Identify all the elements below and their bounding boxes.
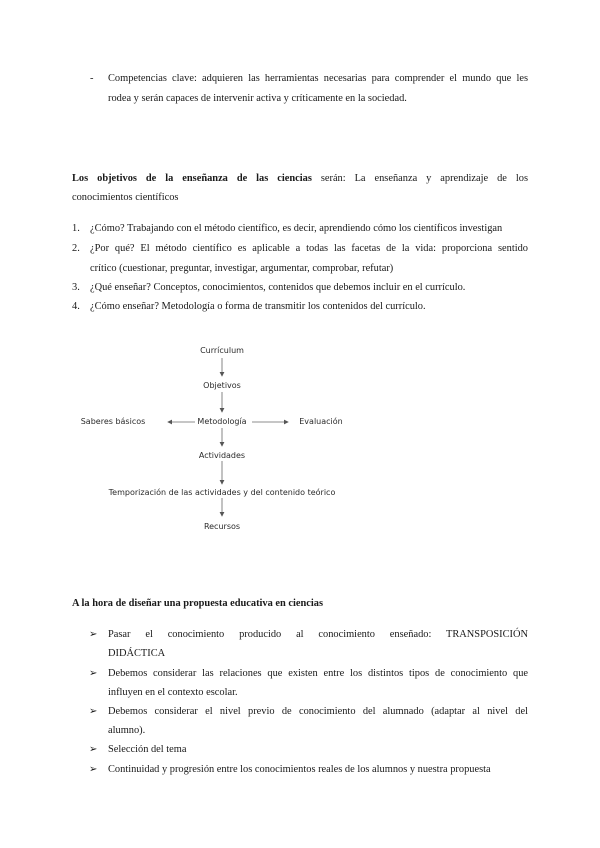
propuesta-item-3-line-1: Debemos considerar el nivel previo de conocimiento del alumnado (adaptar al nivel del: [108, 706, 528, 717]
diagram-metodologia: Metodología: [197, 417, 247, 426]
arrow-bullet-icon: ➢: [89, 629, 98, 640]
objetivos-heading-bold: Los objetivos de la enseñanza de las ciencias: [72, 173, 312, 184]
propuesta-item-2-line-1: Debemos considerar las relaciones que existen entre los distintos tipos de conocimiento que: [108, 668, 528, 679]
objetivo-item-2-line-2: crítico (cuestionar, preguntar, investigar, argumentar, comprobar, refutar): [90, 263, 394, 274]
arrow-bullet-icon: ➢: [89, 764, 98, 775]
objetivo-item-2-line-1: ¿Por qué? El método científico es aplicable a todas las facetas de la vida: proporciona sentido: [90, 243, 528, 254]
propuesta-item-5: Continuidad y progresión entre los conocimientos reales de los alumnos y nuestra propuesta: [108, 764, 491, 775]
propuesta-item-3-line-2: alumno).: [108, 725, 146, 736]
list-dash-marker: -: [90, 73, 94, 84]
diagram-temporizacion: Temporización de las actividades y del contenido teórico: [108, 488, 336, 497]
diagram-actividades: Actividades: [198, 451, 246, 460]
arrow-bullet-icon: ➢: [89, 744, 98, 755]
diagram-saberes-basicos: Saberes básicos: [80, 417, 146, 426]
objetivo-item-3: ¿Qué enseñar? Conceptos, conocimientos, contenidos que debemos incluir en el currículo.: [90, 282, 466, 293]
propuesta-item-1-line-2: DIDÁCTICA: [108, 648, 166, 659]
diagram-recursos: Recursos: [203, 522, 241, 531]
diagram-evaluacion: Evaluación: [299, 417, 343, 426]
diagram-curriculum: Currículum: [200, 346, 244, 355]
list-number: 1.: [72, 223, 80, 234]
objetivo-item-4: ¿Cómo enseñar? Metodología o forma de transmitir los contenidos del currículo.: [90, 301, 426, 312]
arrow-bullet-icon: ➢: [89, 668, 98, 679]
list-number: 3.: [72, 282, 80, 293]
competencias-line-2: rodea y serán capaces de intervenir activa y críticamente en la sociedad.: [108, 93, 407, 104]
propuesta-heading: A la hora de diseñar una propuesta educativa en ciencias: [72, 598, 324, 609]
list-number: 2.: [72, 243, 80, 254]
diagram-objetivos: Objetivos: [203, 381, 241, 390]
propuesta-item-1-line-1: Pasar el conocimiento producido al conocimiento enseñado: TRANSPOSICIÓN: [108, 629, 528, 640]
objetivo-item-1: ¿Cómo? Trabajando con el método científico, es decir, aprendiendo cómo los científicos investigan: [90, 223, 503, 234]
propuesta-item-4: Selección del tema: [108, 744, 187, 755]
objetivos-heading-rest: serán: La enseñanza y aprendizaje de los: [311, 173, 528, 184]
arrow-bullet-icon: ➢: [89, 706, 98, 717]
competencias-line-1: Competencias clave: adquieren las herramientas necesarias para comprender el mundo que les: [108, 73, 528, 84]
list-number: 4.: [72, 301, 80, 312]
objetivos-heading-line-2: conocimientos científicos: [72, 192, 179, 203]
propuesta-item-2-line-2: influyen en el contexto escolar.: [108, 687, 238, 698]
